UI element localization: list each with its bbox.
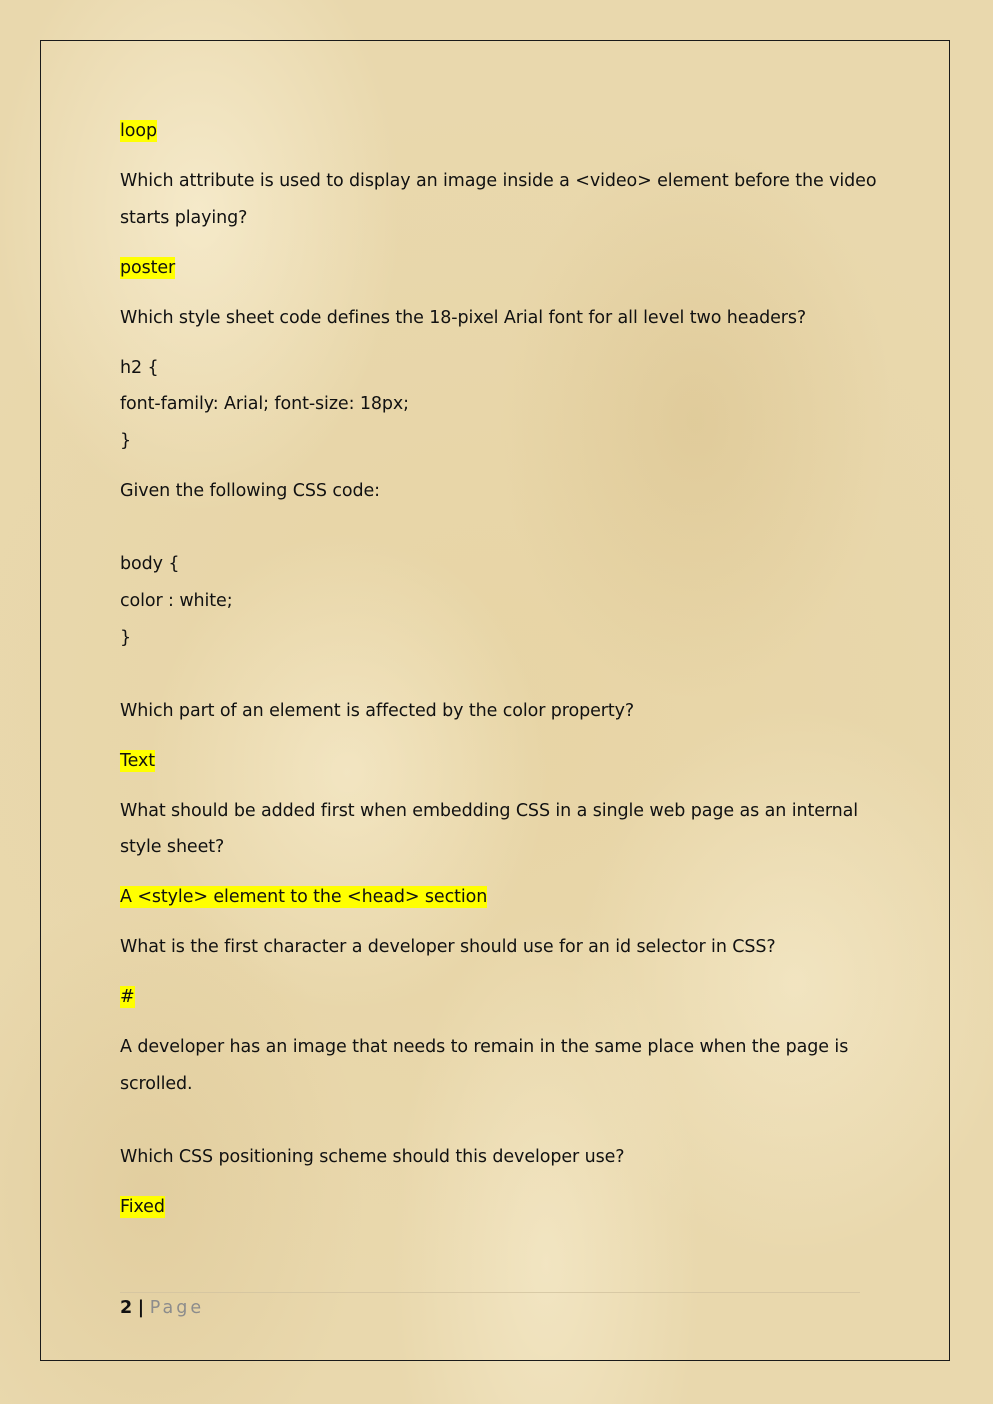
question-given-css: Given the following CSS code: [120,481,380,501]
footer-divider [120,1292,860,1293]
code-body-open: body { [120,554,180,574]
question-id-selector: What is the first character a developer should use for an id selector in CSS? [120,937,776,957]
answer-poster: poster [120,258,176,278]
code-h2-body: font-family: Arial; font-size: 18px; [120,394,409,414]
question-positioning: Which CSS positioning scheme should this developer use? [120,1147,625,1167]
answer-hash: # [120,987,135,1007]
code-h2-close: } [120,431,132,451]
answer-text: Text [120,751,155,771]
question-video-line-1: Which attribute is used to display an image inside a <video> element before the video [120,171,877,191]
question-color-property: Which part of an element is affected by the color property? [120,701,635,721]
code-body-color: color : white; [120,591,233,611]
answer-loop: loop [120,121,157,141]
answer-style-element: A <style> element to the <head> section [120,887,488,907]
code-body-close: } [120,628,132,648]
question-scroll-line-2: scrolled. [120,1074,193,1094]
question-video-line-2: starts playing? [120,208,248,228]
page-footer [120,1296,204,1320]
question-embed-line-2: style sheet? [120,837,225,857]
code-h2-open: h2 { [120,358,159,378]
page-label: Page [149,1298,205,1318]
page-separator: | [137,1298,145,1318]
page-number: 2 [120,1298,133,1318]
answer-fixed: Fixed [120,1197,165,1217]
question-embed-line-1: What should be added first when embedding CSS in a single web page as an internal [120,801,859,821]
question-h2-font: Which style sheet code defines the 18-pixel Arial font for all level two headers? [120,308,807,328]
question-scroll-line-1: A developer has an image that needs to remain in the same place when the page is [120,1037,849,1057]
